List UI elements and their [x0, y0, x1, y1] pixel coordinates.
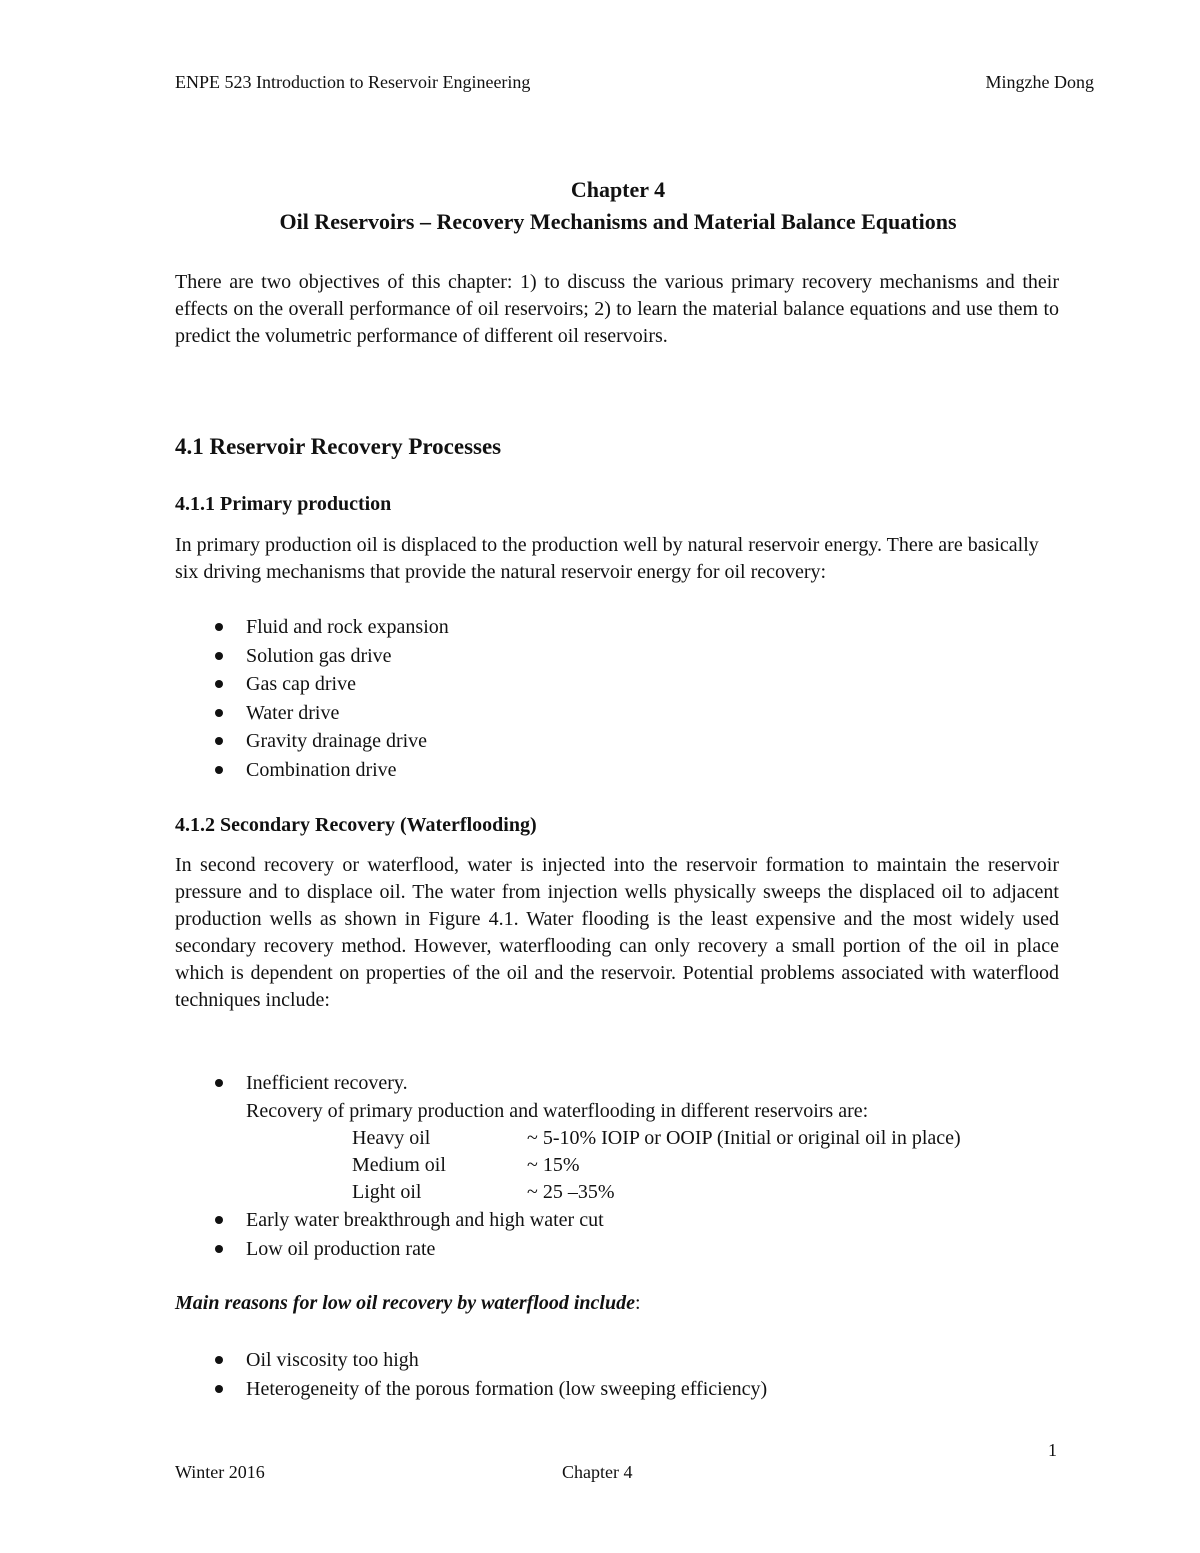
table-row: [352, 1152, 961, 1179]
waterflooding-paragraph: In second recovery or waterflood, water is injected into the reservoir formation to maintain the reservoir pressure and to displace oil. The water from injection wells physically sweeps the displaced oil to adjacent production wells as shown in Figure 4.1. Water flooding is the least expensive and the most widely used secondary recovery method. However, waterflooding can only recovery a small portion of the oil in place which is dependent on properties of the oil and the reservoir. Potential problems associated with waterflood techniques include:: [175, 854, 1059, 1011]
intro-paragraph: There are two objectives of this chapter: 1) to discuss the various primary recovery mechanisms and their effects on the overall performance of oil reservoirs; 2) to learn the material balance equations and use them to predict the volumetric performance of different oil reservoirs.: [175, 271, 1059, 347]
section-heading-4-1-2: 4.1.2 Secondary Recovery (Waterflooding): [175, 814, 537, 836]
header-course-title: ENPE 523 Introduction to Reservoir Engineering: [175, 72, 531, 92]
section-heading-4-1: 4.1 Reservoir Recovery Processes: [175, 434, 502, 459]
section-heading-4-1-1: 4.1.1 Primary production: [175, 493, 392, 515]
oil-type-cell: Medium oil: [352, 1153, 446, 1176]
recovery-value-cell: ~ 5-10% IOIP or OOIP (Initial or original oil in place): [527, 1126, 961, 1149]
oil-type-cell: Light oil: [352, 1180, 422, 1203]
recovery-value-cell: ~ 25 –35%: [527, 1180, 615, 1203]
footer-term: Winter 2016: [175, 1462, 265, 1482]
recovery-note: Recovery of primary production and waterflooding in different reservoirs are:: [246, 1099, 869, 1122]
list-item-text: Combination drive: [246, 758, 397, 781]
list-item: [212, 1069, 1072, 1206]
bullet-icon: [215, 680, 223, 688]
bullet-icon: [215, 623, 223, 631]
table-row: [352, 1125, 961, 1152]
waterflood-problem-list: [212, 1069, 1072, 1206]
list-item: [212, 1346, 1072, 1375]
list-item-text: Gas cap drive: [246, 673, 356, 695]
list-item: [212, 613, 1072, 642]
bullet-icon: [215, 1216, 223, 1224]
list-item: [212, 1235, 1072, 1264]
list-item: [212, 756, 1072, 785]
bullet-icon: [215, 1079, 223, 1087]
list-item-text: Low oil production rate: [246, 1237, 436, 1260]
list-item: [212, 1375, 1072, 1404]
bullet-icon: [215, 766, 223, 774]
list-item: [212, 642, 1072, 671]
bullet-icon: [215, 709, 223, 717]
list-item-text: Gravity drainage drive: [246, 730, 428, 752]
oil-type-cell: Heavy oil: [352, 1126, 431, 1149]
primary-production-paragraph: In primary production oil is displaced to the production well by natural reservoir energy. There are basically six driving mechanisms that provide the natural reservoir energy for oil recovery:: [175, 534, 1039, 583]
list-item-text: Fluid and rock expansion: [246, 616, 449, 638]
table-row: [352, 1179, 961, 1206]
list-item-text: Water drive: [246, 701, 340, 724]
list-item-text: Solution gas drive: [246, 644, 392, 667]
main-reasons-list: [212, 1346, 1072, 1403]
recovery-table: [352, 1125, 961, 1206]
drive-mechanism-list: [212, 613, 1072, 784]
header-author: Mingzhe Dong: [985, 72, 1094, 92]
bullet-icon: [215, 737, 223, 745]
list-item: [212, 727, 1072, 756]
footer-chapter: Chapter 4: [562, 1462, 633, 1482]
list-item-text: Inefficient recovery.: [246, 1072, 408, 1094]
chapter-subtitle: Oil Reservoirs – Recovery Mechanisms and Material Balance Equations: [279, 209, 957, 234]
list-item: [212, 1206, 1072, 1235]
bullet-icon: [215, 1356, 223, 1364]
main-reasons-colon: :: [634, 1292, 641, 1314]
list-item-text: Early water breakthrough and high water cut: [246, 1209, 604, 1231]
bullet-icon: [215, 1245, 223, 1253]
waterflood-problem-list-continued: [212, 1206, 1072, 1263]
page-number: 1: [1048, 1440, 1057, 1460]
list-item: [212, 699, 1072, 728]
bullet-icon: [215, 1385, 223, 1393]
list-item-text: Heterogeneity of the porous formation (low sweeping efficiency): [246, 1377, 768, 1400]
bullet-icon: [215, 652, 223, 660]
chapter-title: Chapter 4: [570, 177, 666, 202]
main-reasons-text: Main reasons for low oil recovery by waterflood include: [175, 1292, 635, 1314]
main-reasons-heading: [175, 1290, 1059, 1317]
recovery-value-cell: ~ 15%: [527, 1153, 580, 1176]
list-item: [212, 670, 1072, 699]
list-item-text: Oil viscosity too high: [246, 1349, 419, 1371]
